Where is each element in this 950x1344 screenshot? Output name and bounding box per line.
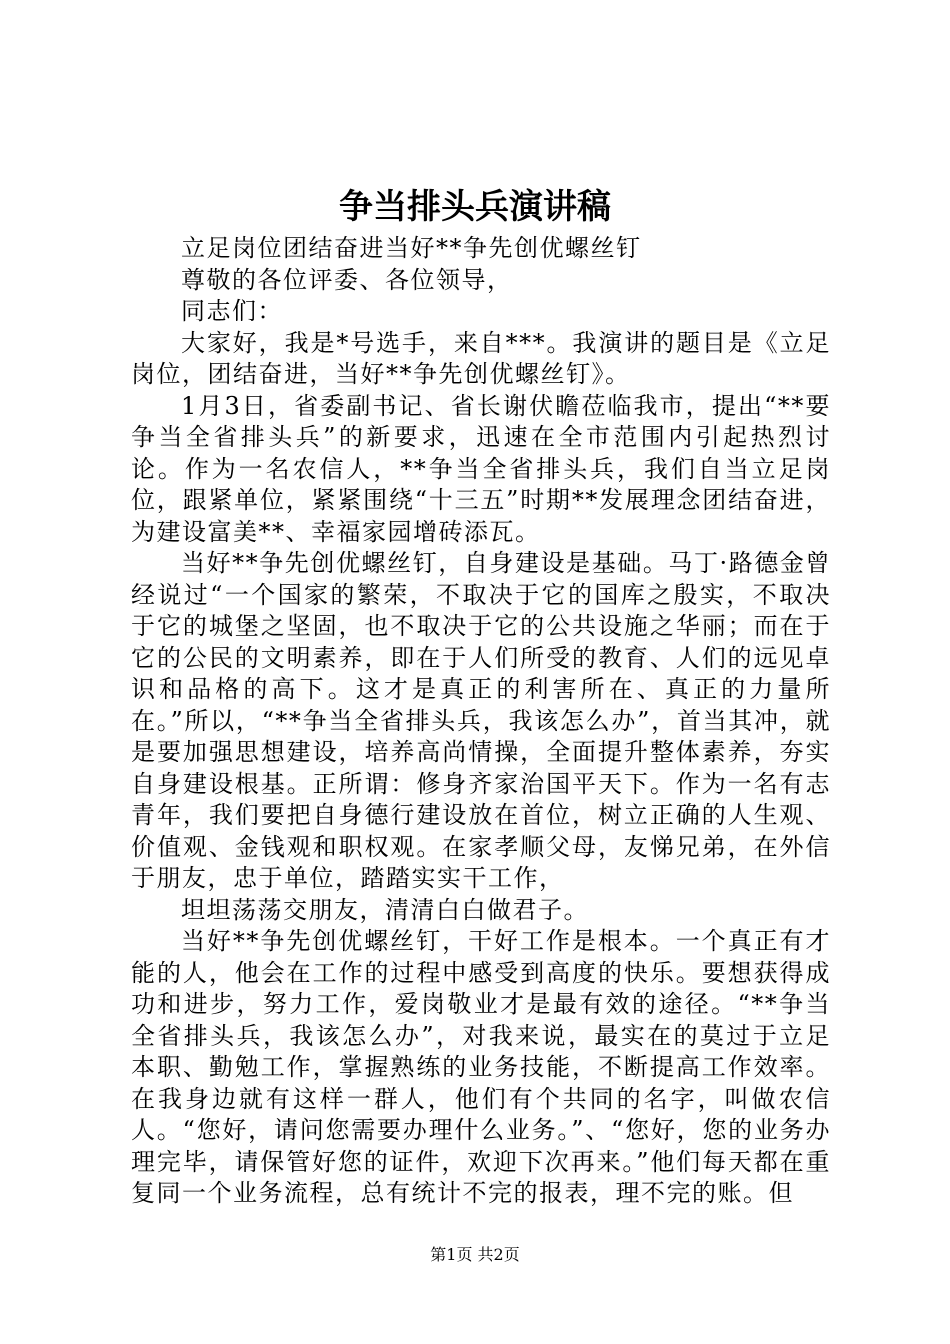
document-body [131, 233, 831, 1210]
paragraph-integrity: 坦坦荡荡交朋友，清清白白做君子。 [181, 895, 589, 924]
page-footer: 第1页 共2页 [430, 1245, 520, 1264]
paragraph-subtitle: 立足岗位团结奋进当好**争先创优螺丝钉 [181, 234, 642, 262]
paragraph-background: 1月3日，省委副书记、省长谢伏瞻莅临我市，提出“**要争当全省排头兵”的新要求，迅速在全市范围内引起热烈讨论。作为一名农信人，**争当全省排头兵，我们自当立足岗位，跟紧单位，紧紧围绕“十三五”时期**发展理念团结奋进，为建设富美**、幸福家园增砖添瓦。 [131, 391, 831, 546]
paragraph-intro: 大家好，我是*号选手，来自***。我演讲的题目是《立足岗位，团结奋进，当好**争先创优螺丝钉》。 [131, 328, 831, 388]
paragraph-self-building: 当好**争先创优螺丝钉，自身建设是基础。马丁·路德金曾经说过“一个国家的繁荣，不取决于它的国库之殷实，不取决于它的城堡之坚固，也不取决于它的公共设施之华丽；而在于它的公民的文明素养，即在于人们所受的教育、人们的远见卓识和品格的高下。这才是真正的利害所在、真正的力量所在。”所以，“**争当全省排头兵，我该怎么办”，首当其冲，就是要加强思想建设，培养高尚情操，全面提升整体素养，夯实自身建设根基。正所谓：修身齐家治国平天下。作为一名有志青年，我们要把自身德行建设放在首位，树立正确的人生观、价值观、金钱观和职权观。在家孝顺父母，友悌兄弟，在外信于朋友，忠于单位，踏踏实实干工作， [131, 549, 831, 892]
paragraph-work: 当好**争先创优螺丝钉，干好工作是根本。一个真正有才能的人，他会在工作的过程中感受到高度的快乐。要想获得成功和进步，努力工作，爱岗敬业才是最有效的途径。“**争当全省排头兵，我该怎么办”，对我来说，最实在的莫过于立足本职、勤勉工作，掌握熟练的业务技能，不断提高工作效率。在我身边就有这样一群人，他们有个共同的名字，叫做农信人。“您好，请问您需要办理什么业务。”、“您好，您的业务办理完毕，请保管好您的证件，欢迎下次再来。”他们每天都在重复同一个业务流程，总有统计不完的报表，理不完的账。但 [131, 927, 831, 1207]
paragraph-salutation: 尊敬的各位评委、各位领导， [181, 265, 513, 294]
document-title: 争当排头兵演讲稿 [339, 187, 611, 227]
paragraph-greeting: 同志们： [181, 297, 283, 325]
